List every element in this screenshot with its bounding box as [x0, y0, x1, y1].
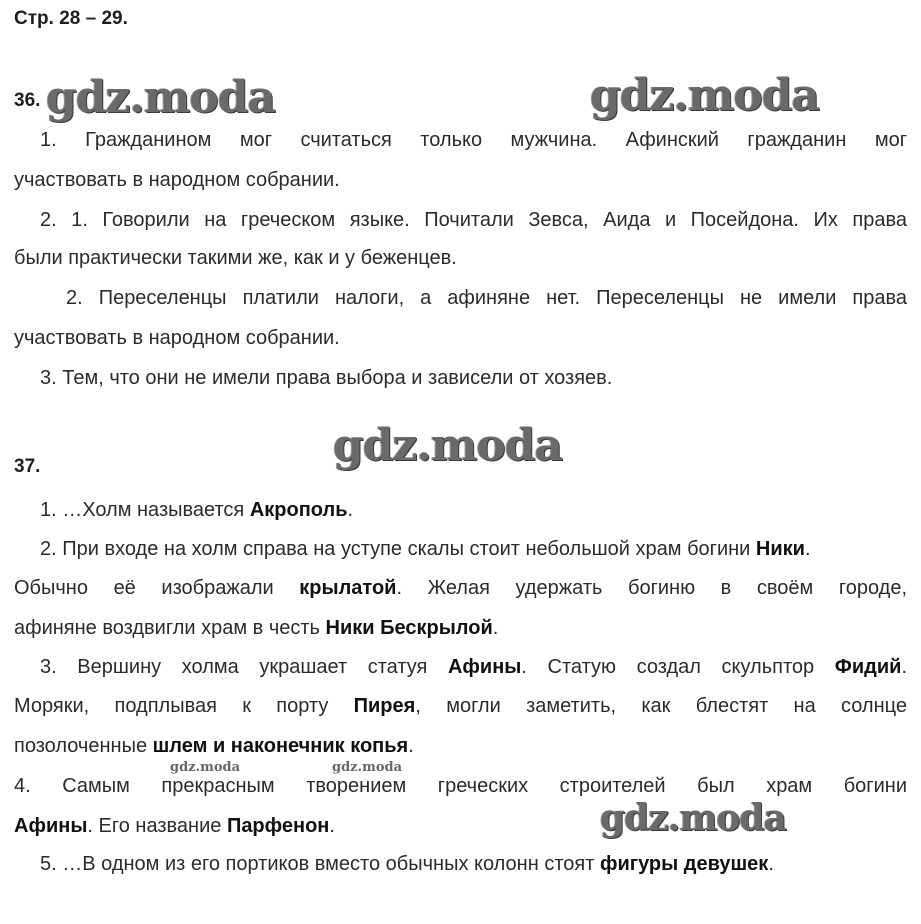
text: .: [347, 499, 354, 521]
watermark-logo: gdz.moda: [46, 72, 276, 123]
ex37-line: [14, 655, 907, 679]
ex37-line: [14, 694, 907, 718]
answer-term: шлем и наконечник копья: [152, 735, 409, 757]
text: 2. При входе на холм справа на уступе скалы стоит небольшой храм богини: [40, 538, 756, 560]
answer-term: крылатой: [299, 577, 397, 599]
ex37-line: [14, 734, 414, 758]
text: позолоченные: [14, 735, 153, 757]
ex36-line: были практически такими же, как и у беженцев.: [14, 247, 457, 269]
text: .: [901, 656, 907, 678]
watermark-logo: gdz.moda: [600, 797, 786, 839]
answer-term: Фидий: [834, 656, 902, 678]
text: . Статую создал скульптор: [521, 656, 835, 678]
watermark-logo: gdz.moda: [333, 420, 563, 471]
text: .: [768, 853, 774, 875]
ex36-line: участвовать в народном собрании.: [14, 169, 340, 191]
text: 5. …В одном из его портиков вместо обычных колонн стоят: [40, 853, 600, 875]
exercise-number-37: 37.: [14, 456, 41, 477]
watermark-small: gdz.moda: [332, 760, 403, 775]
exercise-number-36: 36.: [14, 90, 41, 111]
text: .: [804, 538, 811, 560]
ex36-line: участвовать в народном собрании.: [14, 327, 340, 349]
text: 4. Самым прекрасным творением греческих строителей был храм богини: [14, 775, 907, 797]
ex37-line: [14, 774, 907, 798]
ex36-line: 2. Переселенцы платили налоги, а афиняне нет. Переселенцы не имели права: [66, 287, 907, 309]
text: Моряки, подплывая к порту: [14, 695, 354, 717]
ex37-line: [14, 852, 774, 876]
answer-term: Пирея: [353, 695, 416, 717]
answer-term: Парфенон: [226, 815, 330, 837]
text: афиняне воздвигли храм в честь: [14, 617, 326, 639]
text: 1. …Холм называется: [40, 499, 250, 521]
watermark-small: gdz.moda: [170, 760, 241, 775]
text: . Желая удержать богиню в своём городе,: [396, 577, 907, 599]
ex37-line: [14, 616, 498, 640]
ex36-line: 2. 1. Говорили на греческом языке. Почитали Зевса, Аида и Посейдона. Их права: [40, 209, 907, 231]
text: 3. Вершину холма украшает статуя: [40, 656, 448, 678]
answer-term: фигуры девушек: [599, 853, 769, 875]
answer-term: Афины: [14, 815, 88, 837]
answer-term: Ники Бескрылой: [325, 617, 493, 639]
text: .: [329, 815, 335, 837]
answer-term: Акрополь: [249, 499, 348, 521]
ex37-line: [14, 498, 353, 522]
ex36-line: 3. Тем, что они не имели права выбора и зависели от хозяев.: [40, 367, 613, 389]
text: .: [408, 735, 414, 757]
answer-term: Ники: [755, 538, 805, 560]
answer-term: Афины: [447, 656, 522, 678]
ex37-line: [14, 814, 335, 838]
page-header: Стр. 28 – 29.: [14, 8, 128, 29]
ex36-line: 1. Гражданином мог считаться только мужчина. Афинский гражданин мог: [40, 129, 907, 151]
text: , могли заметить, как блестят на солнце: [415, 695, 907, 717]
watermark-logo: gdz.moda: [590, 70, 820, 121]
text: .: [492, 617, 499, 639]
ex37-line: [14, 576, 907, 600]
text: Обычно её изображали: [14, 577, 300, 599]
ex37-line: [14, 537, 811, 561]
text: . Его название: [87, 815, 227, 837]
